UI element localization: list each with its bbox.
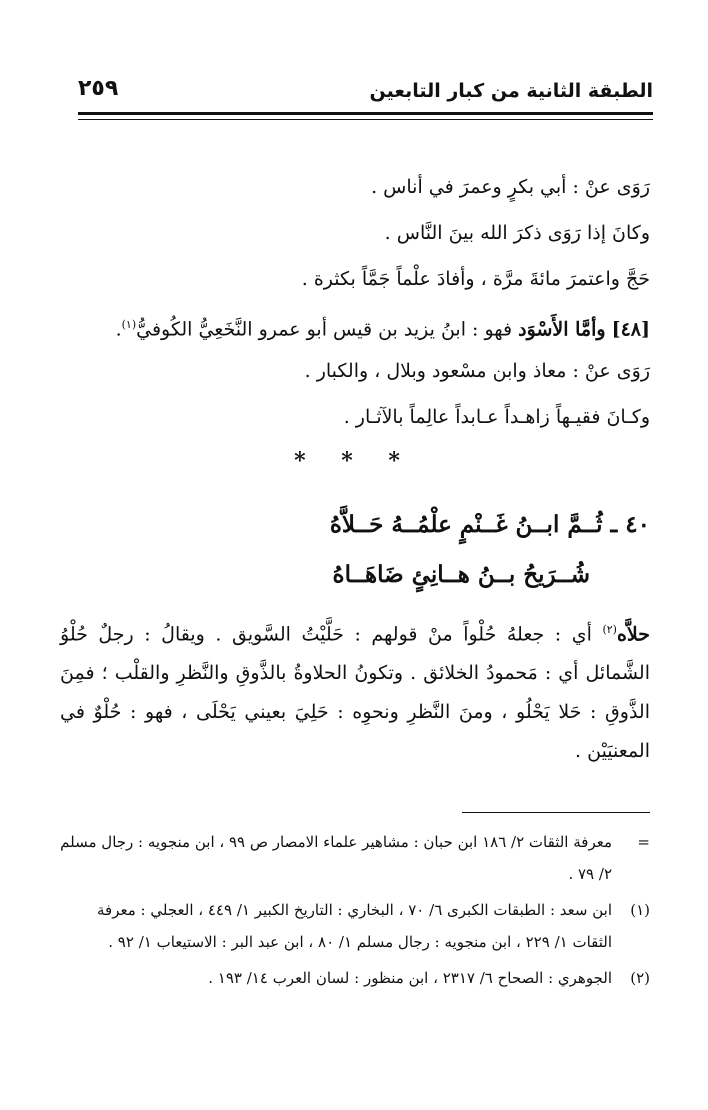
- header-rule-thin: [78, 119, 653, 120]
- page-number: ٢٥٩: [78, 76, 119, 101]
- entry-text: فهو : ابنُ يزيد بن قيس أبو عمرو النَّخَعِيُّ الكُوفيُّ: [136, 318, 513, 341]
- footnote-1: [60, 894, 650, 958]
- footnote-marker: (٢): [630, 969, 650, 987]
- footnote-text: الجوهري : الصحاح ٦/ ٢٣١٧ ، ابن منظور : لسان العرب ١٤/ ١٩٣ .: [208, 969, 612, 987]
- entry-48-line: [60, 302, 650, 348]
- header-title: الطبقة الثانية من كبار التابعين: [369, 80, 653, 102]
- entry-name: وأمَّا الأَسْوَد: [518, 318, 606, 341]
- body-line-3: حَجَّ واعتمرَ مائةَ مرَّة ، وأفادَ علْماً جَمَّاً بكثرة .: [301, 268, 650, 290]
- footnote-separator: [462, 812, 650, 813]
- footnote-marker: =: [637, 833, 650, 851]
- footnote-text: معرفة الثقات ٢/ ١٨٦ ابن حبان : مشاهير علماء الامصار ص ٩٩ ، ابن منجويه : رجال مسلم ٢/ ٧٩ .: [60, 833, 612, 883]
- section-separator: * * *: [294, 448, 414, 474]
- poem-line-1: ٤٠ ـ ثُــمَّ ابــنُ غَــنْمٍ علْمُــهُ حَــلاَّهُ: [329, 511, 650, 538]
- body-line-6: وكـانَ فقيـهاً زاهـداً عـابداً عالِماً بالآثـار .: [343, 406, 650, 428]
- poem-line-2: شُــرَيحُ بــنُ هــانِئٍ ضَاهَــاهُ: [332, 561, 590, 588]
- footnotes: [60, 826, 650, 998]
- gloss-paragraph: [60, 610, 650, 771]
- body-line-5: رَوَى عنْ : معاذ وابن مسْعود وبلال ، والكبار .: [304, 360, 650, 382]
- biography-text: [60, 164, 650, 440]
- entry-end: .: [115, 318, 122, 341]
- running-header: [78, 74, 653, 108]
- footnote-marker: (١): [630, 901, 650, 919]
- footnote-continued: [60, 826, 650, 890]
- gloss-headword: حلاَّه: [616, 623, 650, 646]
- gloss-text: أي : جعلهُ حُلْواً منْ قولهم : حَلَّيْتُ السَّويق . ويقالُ : رجلٌ حُلْوُ الشَّمائل أي : مَحمودُ الخلائق . وتكونُ الحلاوةُ بالذَّوقِ والنَّظرِ والقلْب ؛ فمِنَ الذَّوقِ : حَلا يَحْلُو ، ومنَ النَّظرِ ونحوِه : حَلِيَ بعيني يَحْلَى ، فهو : حُلْوٌ في المعنيَيْن .: [60, 623, 650, 763]
- header-rule-thick: [78, 112, 653, 115]
- poem-verse: [50, 500, 650, 600]
- body-line-2: وكانَ إذا رَوَى ذكرَ الله بينَ النَّاس .: [384, 222, 650, 244]
- entry-number: [٤٨]: [611, 318, 650, 341]
- footnote-text: ابن سعد : الطبقات الكبرى ٦/ ٧٠ ، البخاري : التاريخ الكبير ١/ ٤٤٩ ، العجلي : معرفة الثقات ١/ ٢٢٩ ، ابن منجويه : رجال مسلم ١/ ٨٠ ، ابن عبد البر : الاستيعاب ١/ ٩٢ .: [97, 901, 612, 951]
- body-line-1: رَوَى عنْ : أبي بكرٍ وعمرَ في أناس .: [371, 176, 650, 198]
- footnote-ref-1[interactable]: (١): [121, 318, 137, 331]
- footnote-ref-2[interactable]: (٢): [602, 623, 617, 636]
- footnote-2: [60, 962, 650, 994]
